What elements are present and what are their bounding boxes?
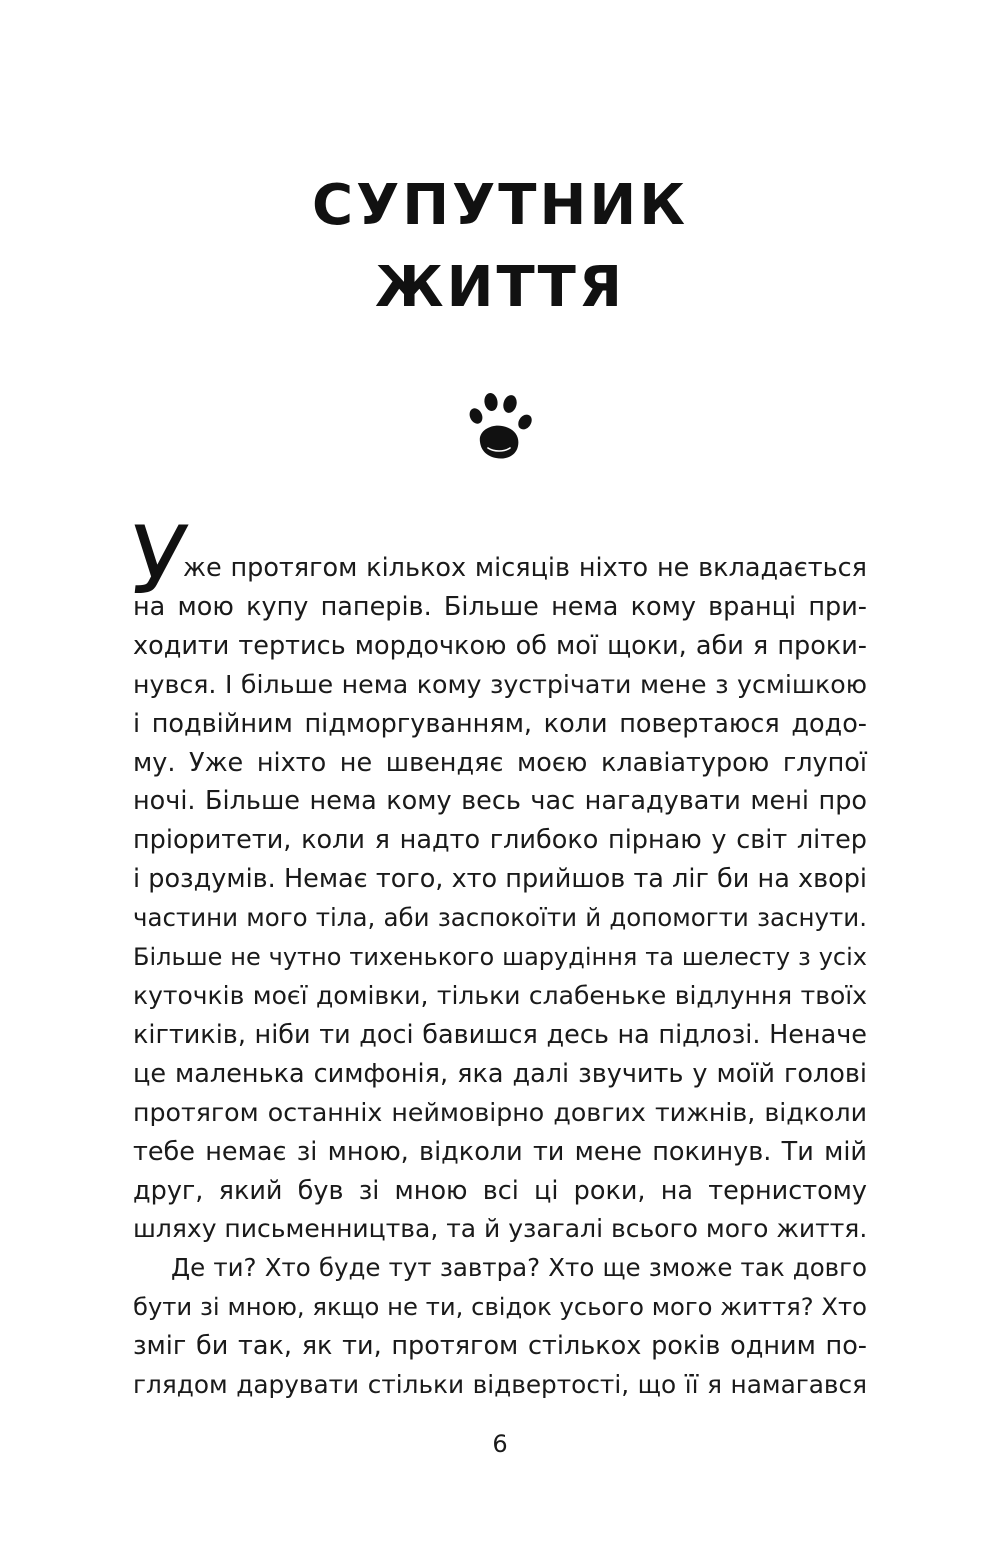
paw-print-icon	[462, 390, 540, 468]
text-line: на мою купу паперів. Більше нема кому вранці при-	[133, 591, 867, 622]
text-line: глядом дарувати стільки відвертості, що її я намагався	[133, 1370, 867, 1400]
text-line: же протягом кількох місяців ніхто не вкладається	[183, 553, 867, 583]
text-line: куточків моєї домівки, тільки слабеньке відлуння твоїх	[133, 980, 867, 1010]
paragraph-1	[123, 507, 868, 1249]
paragraph-2	[133, 1249, 867, 1405]
text-line: му. Уже ніхто не швендяє моєю клавіатурою глупої	[133, 747, 867, 778]
text-line: це маленька симфонія, яка далі звучить у моїй голові	[133, 1058, 867, 1089]
text-line: шляху письменництва, та й узагалі всього мого життя.	[133, 1214, 868, 1244]
text-line: зміг би так, як ти, протягом стількох років одним по-	[133, 1331, 867, 1362]
text-line: частини мого тіла, аби заспокоїти й допомогти заснути.	[133, 903, 867, 933]
text-line: Де ти? Хто буде тут завтра? Хто ще зможе так довго	[171, 1253, 867, 1283]
chapter-title-line-1: СУПУТНИК	[311, 173, 689, 238]
text-line: ночі. Більше нема кому весь час нагадувати мені про	[133, 786, 867, 817]
text-line: протягом останніх неймовірно довгих тижнів, відколи	[133, 1097, 867, 1127]
drop-cap: У	[123, 507, 193, 616]
text-line: тебе немає зі мною, відколи ти мене покинув. Ти мій	[133, 1136, 867, 1167]
text-line: кігтиків, ніби ти досі бавишся десь на підлозі. Неначе	[133, 1019, 867, 1050]
text-line: пріоритети, коли я надто глибоко пірнаю у світ літер	[133, 825, 867, 856]
chapter-title-line-2: ЖИТТЯ	[375, 255, 625, 320]
text-line: ходити тертись мордочкою об мої щоки, аби я проки-	[133, 630, 867, 661]
page-number: 6	[492, 1430, 508, 1458]
chapter-body	[123, 507, 868, 1405]
text-line: і подвійним підморгуванням, коли повертаюся додо-	[133, 708, 867, 739]
chapter-title	[0, 165, 1000, 329]
text-line: бути зі мною, якщо не ти, свідок усього мого життя? Хто	[133, 1292, 867, 1322]
text-line: друг, який був зі мною всі ці роки, на тернистому	[133, 1175, 867, 1206]
text-line: і роздумів. Немає того, хто прийшов та ліг би на хворі	[133, 864, 867, 895]
text-line: Більше не чутно тихенького шарудіння та шелесту з усіх	[133, 943, 867, 972]
text-line: нувся. І більше нема кому зустрічати мене з усмішкою	[133, 669, 867, 699]
